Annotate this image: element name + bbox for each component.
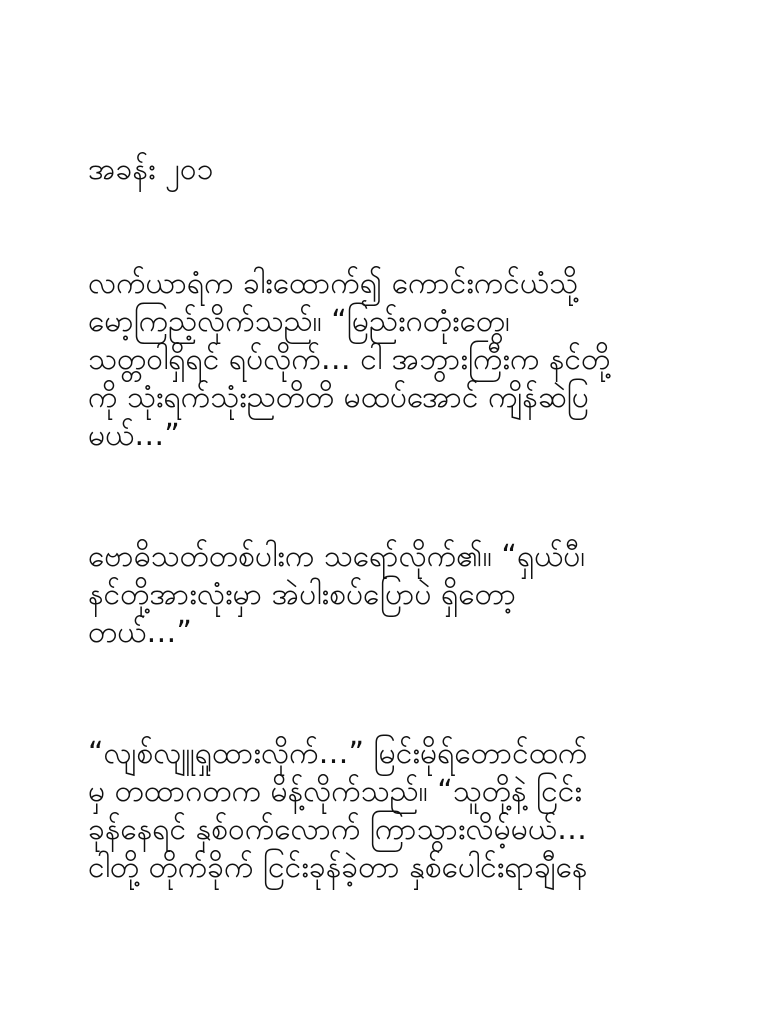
paragraph-line: မယ်…” (88, 418, 180, 453)
paragraph-line: ကို သုံးရက်သုံးညတိတိ မထပ်အောင် ကျိန်ဆဲပြ (88, 380, 589, 415)
chapter-title: အခန်း ၂၀၁ (88, 152, 214, 187)
paragraph-line: ငါတို့ တိုက်ခိုက် ငြင်းခုန်ခဲ့တာ နှစ်ပေါင်းရာချီနေ (88, 850, 588, 885)
paragraph-2 (88, 538, 688, 652)
paragraph-line: မှ တထာဂတက မိန့်လိုက်သည်။ “သူတို့နဲ့ ငြင်း (88, 774, 582, 809)
paragraph-line: “လျစ်လျူရှုထားလိုက်…” မြင်းမိုရ်တောင်ထက် (88, 736, 588, 771)
paragraph-line: တယ်…” (88, 615, 192, 650)
paragraph-3 (88, 735, 688, 887)
paragraph-line: ခုန်နေရင် နှစ်ဝက်လောက် ကြာသွားလိမ့်မယ်… (88, 812, 588, 847)
paragraph-line: လက်ယာရံက ခါးထောက်၍ ကောင်းကင်ယံသို့ (88, 266, 579, 301)
paragraph-line: နင်တို့အားလုံးမှာ အဲပါးစပ်ပြောပဲ ရှိတော့ (88, 577, 517, 612)
paragraph-line: သတ္တဝါရှိရင် ရပ်လိုက်… ငါ အဘွားကြီးက နင်တို့ (88, 342, 611, 377)
paragraph-line: မော့ကြည့်လိုက်သည်။ “မြည်းဂတုံးတွေ၊ (88, 304, 510, 339)
paragraph-line: ဗောဓိသတ်တစ်ပါးက သရော်လိုက်၏။ “ရှယ်ပီ၊ (88, 539, 586, 574)
paragraph-1 (88, 265, 688, 455)
